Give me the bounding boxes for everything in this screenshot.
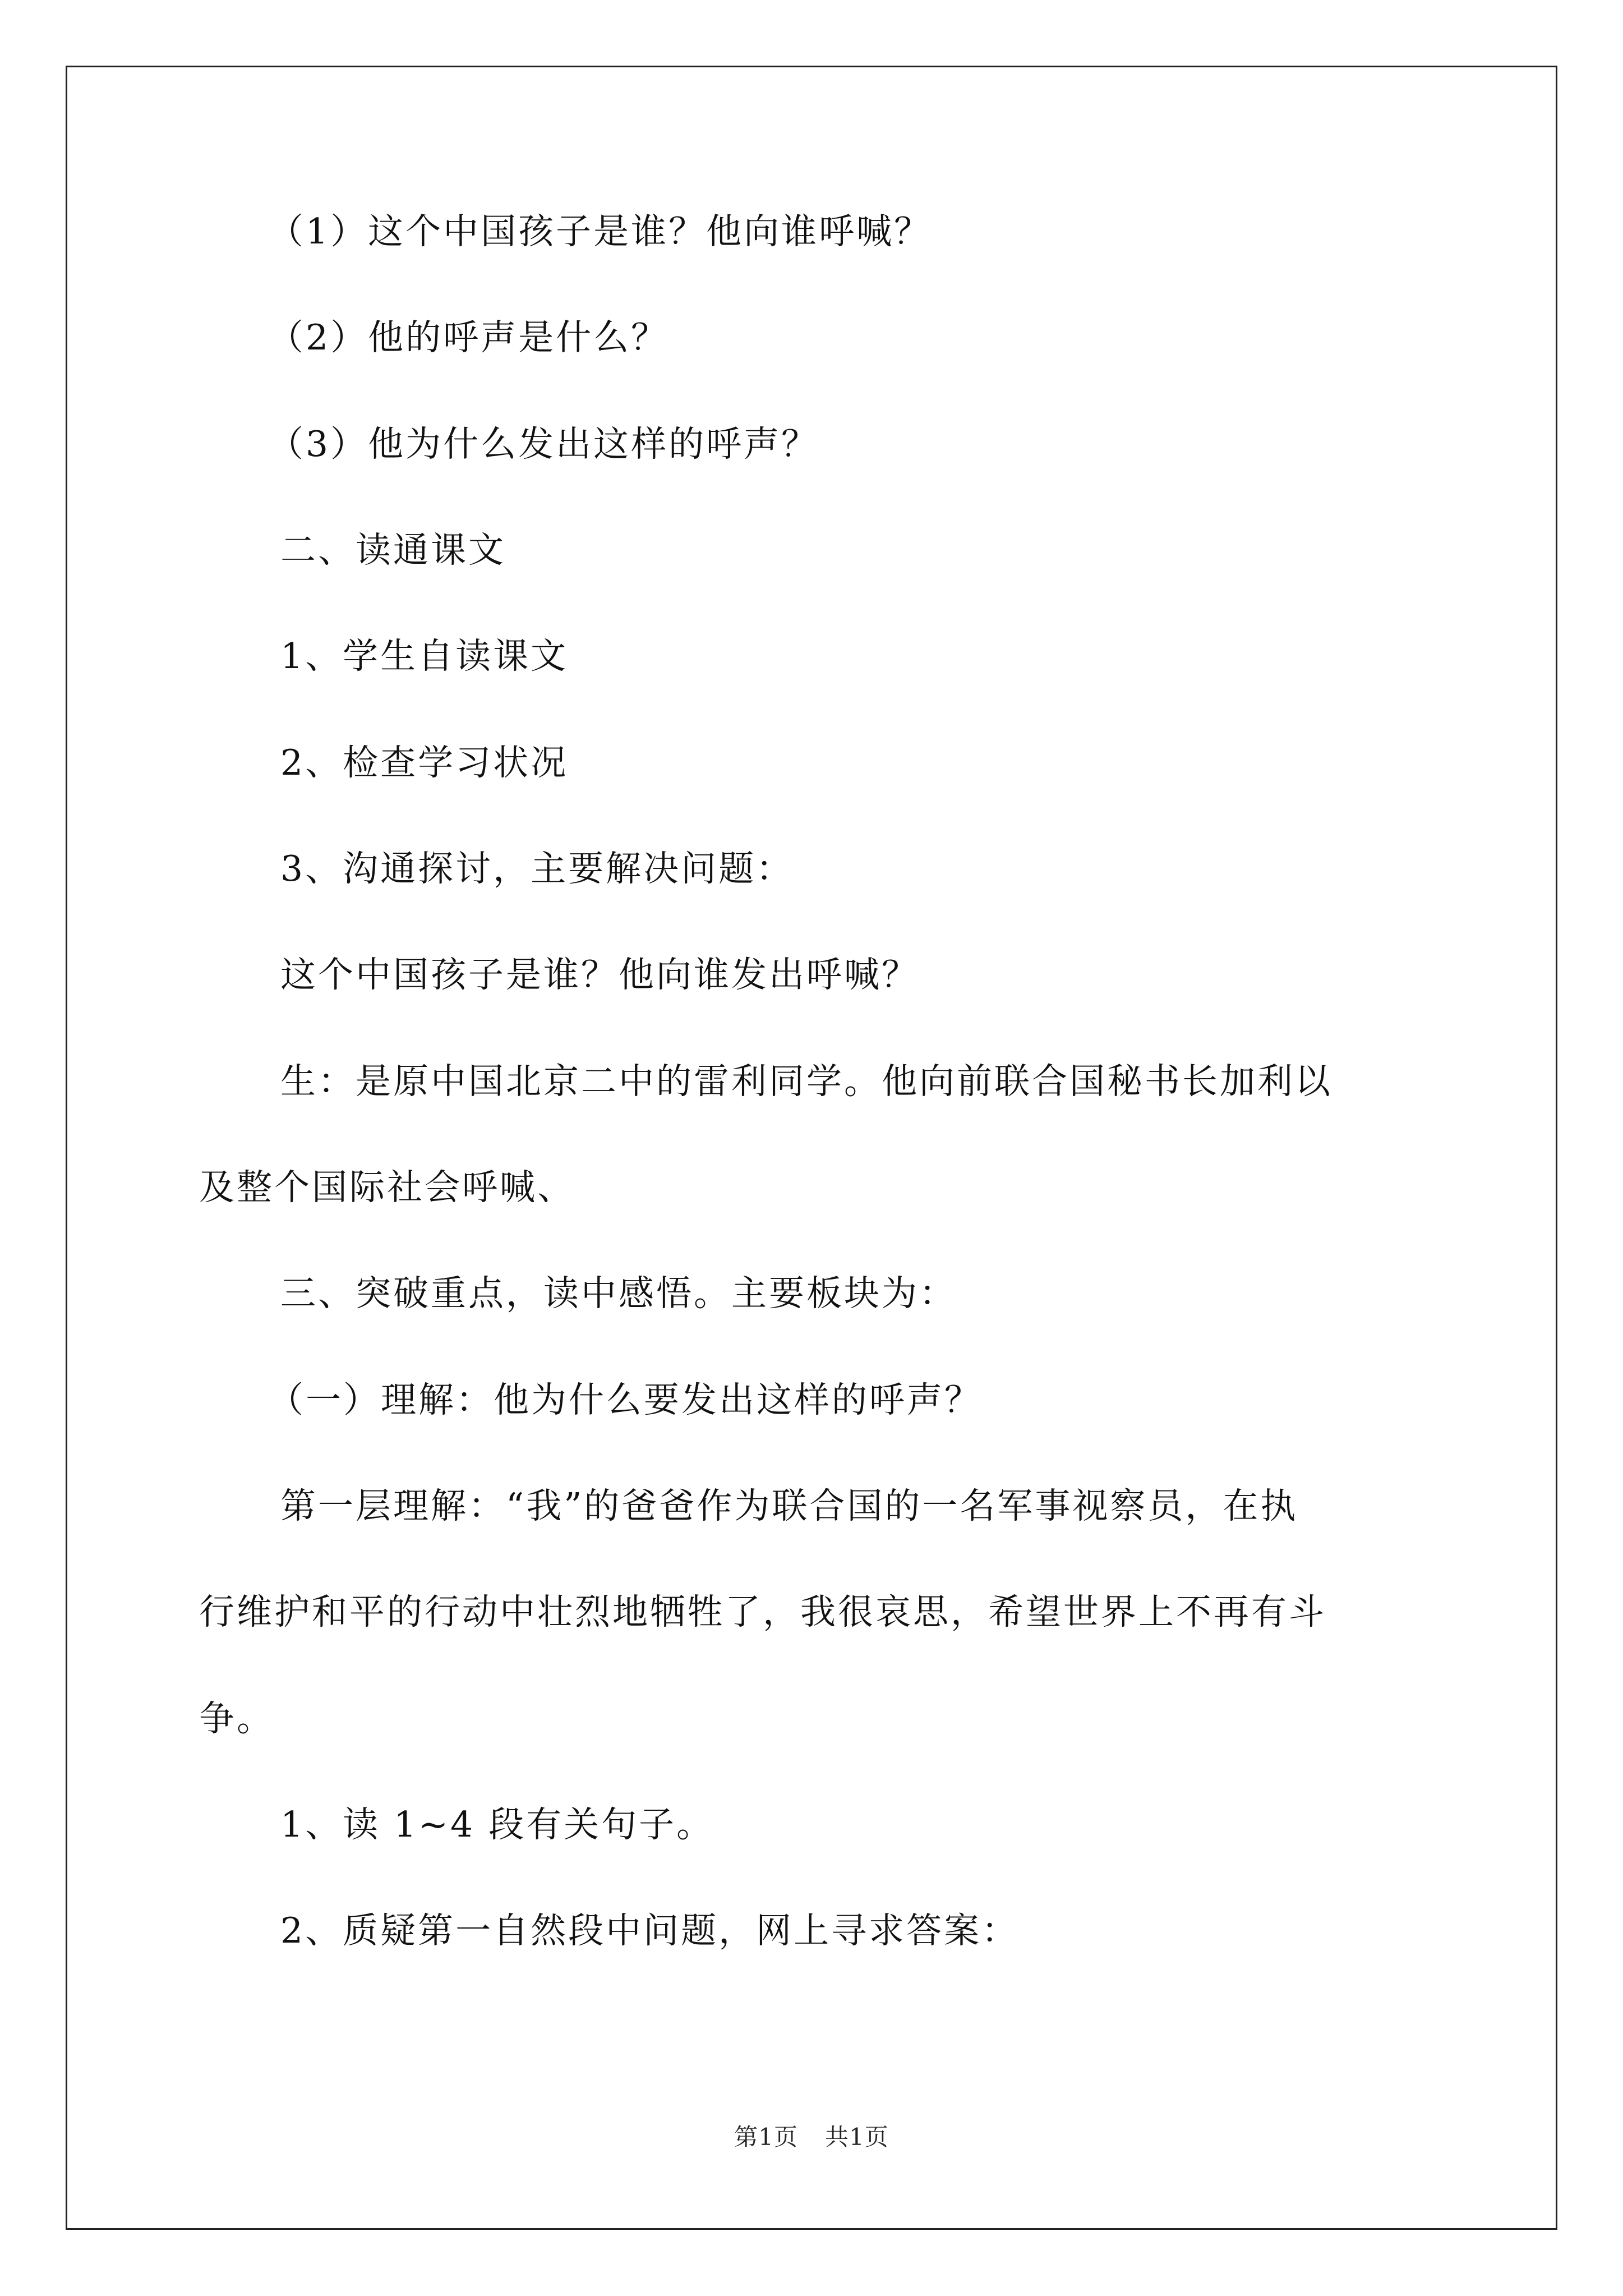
paragraph-line-3: 争。	[199, 1698, 274, 1739]
question-3: （3）他为什么发出这样的呼声？	[268, 424, 819, 464]
list-item-1: 1、学生自读课文	[280, 636, 569, 677]
list-item-2: 2、检查学习状况	[280, 742, 569, 783]
section-heading-3: 三、突破重点，读中感悟。主要板块为：	[280, 1273, 957, 1314]
subsection-heading: （一）理解：他为什么要发出这样的呼声？	[268, 1379, 982, 1420]
list-item-question: 2、质疑第一自然段中问题，网上寻求答案：	[280, 1910, 1020, 1951]
answer-paragraph-line-2: 及整个国际社会呼喊、	[199, 1167, 575, 1208]
answer-paragraph-line-1: 生：是原中国北京二中的雷利同学。他向前联合国秘书长加利以	[280, 1061, 1332, 1102]
question-1: （1）这个中国孩子是谁？他向谁呼喊？	[268, 211, 932, 252]
paragraph-line-2: 行维护和平的行动中壮烈地牺牲了，我很哀思，希望世界上不再有斗	[199, 1591, 1326, 1632]
page-current: 第1页	[734, 2123, 798, 2151]
list-item-3: 3、沟通探讨，主要解决问题：	[280, 848, 794, 889]
page-footer	[0, 2120, 1623, 2154]
paragraph-line-1: 第一层理解：“我”的爸爸作为联合国的一名军事视察员，在执	[280, 1485, 1298, 1526]
page-border	[66, 66, 1557, 2230]
question-2: （2）他的呼声是什么？	[268, 317, 669, 358]
page-total: 共1页	[825, 2123, 889, 2151]
list-item-read: 1、读 1~4 段有关句子。	[280, 1804, 714, 1845]
section-heading-2: 二、读通课文	[280, 530, 506, 570]
question-text: 这个中国孩子是谁？他向谁发出呼喊？	[280, 954, 919, 995]
